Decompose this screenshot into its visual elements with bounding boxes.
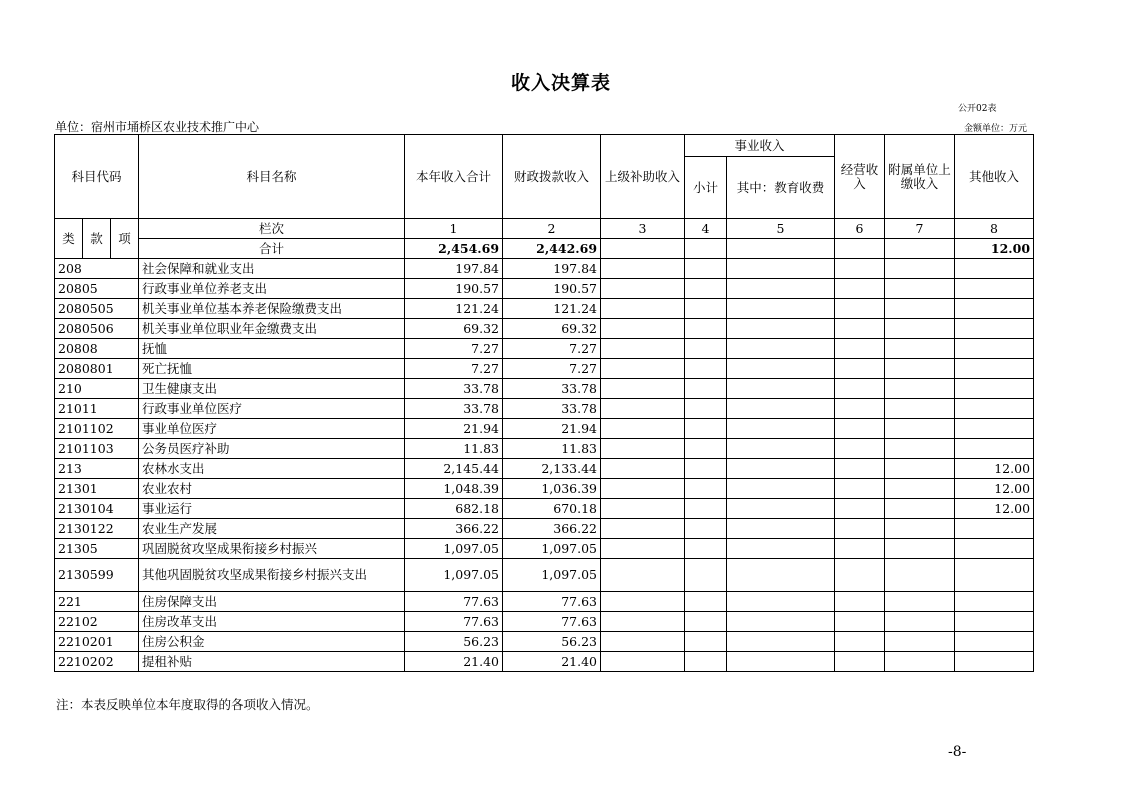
row-other	[955, 339, 1034, 359]
row-fiscal: 121.24	[503, 299, 601, 319]
row-affiliated	[885, 359, 955, 379]
row-name: 社会保障和就业支出	[139, 259, 405, 279]
row-subtotal	[685, 539, 727, 559]
row-code: 2080506	[55, 319, 139, 339]
total-subtotal	[685, 239, 727, 259]
row-edu	[727, 632, 835, 652]
header-kuan: 款	[83, 219, 111, 259]
row-subtotal	[685, 499, 727, 519]
row-operating	[835, 499, 885, 519]
row-name: 死亡抚恤	[139, 359, 405, 379]
row-subtotal	[685, 459, 727, 479]
row-subtotal	[685, 519, 727, 539]
row-subtotal	[685, 279, 727, 299]
row-subtotal	[685, 559, 727, 592]
row-operating	[835, 359, 885, 379]
row-name: 住房公积金	[139, 632, 405, 652]
row-operating	[835, 459, 885, 479]
row-other	[955, 519, 1034, 539]
row-affiliated	[885, 539, 955, 559]
row-name: 事业单位医疗	[139, 419, 405, 439]
total-edu	[727, 239, 835, 259]
total-income: 2,454.69	[405, 239, 503, 259]
row-edu	[727, 592, 835, 612]
row-affiliated	[885, 319, 955, 339]
col-num-6: 6	[835, 219, 885, 239]
row-code: 2210201	[55, 632, 139, 652]
table-row	[55, 592, 1034, 612]
row-fiscal: 7.27	[503, 339, 601, 359]
header-edu: 其中：教育收费	[727, 157, 835, 219]
row-name: 公务员医疗补助	[139, 439, 405, 459]
row-name: 其他巩固脱贫攻坚成果衔接乡村振兴支出	[139, 559, 405, 592]
row-operating	[835, 339, 885, 359]
row-subtotal	[685, 632, 727, 652]
row-upper	[601, 419, 685, 439]
header-code: 科目代码	[55, 135, 139, 219]
row-upper	[601, 319, 685, 339]
page-number: -8-	[948, 744, 967, 760]
row-name: 农林水支出	[139, 459, 405, 479]
row-other: 12.00	[955, 459, 1034, 479]
row-name: 巩固脱贫攻坚成果衔接乡村振兴	[139, 539, 405, 559]
row-total: 682.18	[405, 499, 503, 519]
income-table	[54, 134, 1034, 672]
row-operating	[835, 652, 885, 672]
row-upper	[601, 279, 685, 299]
row-subtotal	[685, 652, 727, 672]
table-row	[55, 499, 1034, 519]
row-subtotal	[685, 399, 727, 419]
row-code: 21301	[55, 479, 139, 499]
row-edu	[727, 479, 835, 499]
row-other	[955, 612, 1034, 632]
col-num-2: 2	[503, 219, 601, 239]
row-edu	[727, 439, 835, 459]
row-code: 21305	[55, 539, 139, 559]
row-affiliated	[885, 592, 955, 612]
row-upper	[601, 539, 685, 559]
row-fiscal: 670.18	[503, 499, 601, 519]
row-total: 2,145.44	[405, 459, 503, 479]
table-row	[55, 539, 1034, 559]
row-edu	[727, 359, 835, 379]
row-edu	[727, 559, 835, 592]
row-edu	[727, 612, 835, 632]
table-row	[55, 439, 1034, 459]
row-subtotal	[685, 299, 727, 319]
row-code: 2101103	[55, 439, 139, 459]
row-total: 197.84	[405, 259, 503, 279]
row-name: 住房保障支出	[139, 592, 405, 612]
row-other	[955, 632, 1034, 652]
row-total: 21.40	[405, 652, 503, 672]
row-subtotal	[685, 612, 727, 632]
row-total: 33.78	[405, 399, 503, 419]
row-upper	[601, 632, 685, 652]
row-code: 22102	[55, 612, 139, 632]
row-upper	[601, 459, 685, 479]
header-total: 本年收入合计	[405, 135, 503, 219]
row-affiliated	[885, 559, 955, 592]
row-code: 21011	[55, 399, 139, 419]
row-operating	[835, 559, 885, 592]
row-edu	[727, 339, 835, 359]
row-fiscal: 77.63	[503, 612, 601, 632]
row-edu	[727, 539, 835, 559]
row-affiliated	[885, 479, 955, 499]
row-name: 行政事业单位医疗	[139, 399, 405, 419]
table-row	[55, 652, 1034, 672]
row-subtotal	[685, 359, 727, 379]
row-subtotal	[685, 592, 727, 612]
page-title: 收入决算表	[510, 72, 611, 94]
col-num-1: 1	[405, 219, 503, 239]
col-num-3: 3	[601, 219, 685, 239]
row-operating	[835, 319, 885, 339]
row-name: 抚恤	[139, 339, 405, 359]
row-other	[955, 379, 1034, 399]
header-operating: 经营收入	[835, 135, 885, 219]
row-operating	[835, 439, 885, 459]
row-other	[955, 359, 1034, 379]
row-total: 190.57	[405, 279, 503, 299]
row-total: 7.27	[405, 339, 503, 359]
row-affiliated	[885, 499, 955, 519]
row-operating	[835, 419, 885, 439]
row-name: 卫生健康支出	[139, 379, 405, 399]
row-edu	[727, 319, 835, 339]
row-name: 事业运行	[139, 499, 405, 519]
header-affiliated: 附属单位上缴收入	[885, 135, 955, 219]
row-total: 1,097.05	[405, 559, 503, 592]
row-code: 221	[55, 592, 139, 612]
row-fiscal: 56.23	[503, 632, 601, 652]
row-subtotal	[685, 379, 727, 399]
row-other	[955, 279, 1034, 299]
row-other	[955, 319, 1034, 339]
row-total: 1,097.05	[405, 539, 503, 559]
row-other	[955, 592, 1034, 612]
row-code: 20808	[55, 339, 139, 359]
header-subtotal: 小计	[685, 157, 727, 219]
table-row	[55, 479, 1034, 499]
row-upper	[601, 399, 685, 419]
row-affiliated	[885, 299, 955, 319]
row-name: 提租补贴	[139, 652, 405, 672]
row-edu	[727, 459, 835, 479]
row-edu	[727, 279, 835, 299]
header-fiscal: 财政拨款收入	[503, 135, 601, 219]
row-total: 121.24	[405, 299, 503, 319]
row-code: 2130122	[55, 519, 139, 539]
row-upper	[601, 519, 685, 539]
row-upper	[601, 379, 685, 399]
row-edu	[727, 259, 835, 279]
table-row	[55, 519, 1034, 539]
row-operating	[835, 632, 885, 652]
row-affiliated	[885, 612, 955, 632]
table-row	[55, 612, 1034, 632]
form-number: 公开02表	[958, 104, 997, 114]
row-code: 213	[55, 459, 139, 479]
col-num-7: 7	[885, 219, 955, 239]
row-edu	[727, 419, 835, 439]
row-operating	[835, 259, 885, 279]
row-operating	[835, 399, 885, 419]
row-subtotal	[685, 479, 727, 499]
row-total: 56.23	[405, 632, 503, 652]
row-upper	[601, 612, 685, 632]
total-label: 合计	[139, 239, 405, 259]
header-other: 其他收入	[955, 135, 1034, 219]
row-other	[955, 539, 1034, 559]
table-row	[55, 559, 1034, 592]
total-operating	[835, 239, 885, 259]
header-lanci: 栏次	[139, 219, 405, 239]
row-fiscal: 77.63	[503, 592, 601, 612]
row-name: 住房改革支出	[139, 612, 405, 632]
row-affiliated	[885, 459, 955, 479]
row-subtotal	[685, 339, 727, 359]
reporting-unit: 单位：宿州市埇桥区农业技术推广中心	[55, 120, 260, 134]
row-subtotal	[685, 439, 727, 459]
row-total: 77.63	[405, 612, 503, 632]
row-affiliated	[885, 399, 955, 419]
row-code: 2080801	[55, 359, 139, 379]
header-lei: 类	[55, 219, 83, 259]
row-fiscal: 11.83	[503, 439, 601, 459]
col-num-8: 8	[955, 219, 1034, 239]
table-row	[55, 319, 1034, 339]
row-edu	[727, 499, 835, 519]
row-other	[955, 652, 1034, 672]
total-row	[55, 239, 1034, 259]
row-operating	[835, 379, 885, 399]
row-operating	[835, 479, 885, 499]
row-affiliated	[885, 652, 955, 672]
header-business: 事业收入	[685, 135, 835, 157]
row-subtotal	[685, 319, 727, 339]
row-upper	[601, 652, 685, 672]
row-name: 行政事业单位养老支出	[139, 279, 405, 299]
row-affiliated	[885, 519, 955, 539]
row-edu	[727, 519, 835, 539]
row-upper	[601, 339, 685, 359]
row-fiscal: 33.78	[503, 379, 601, 399]
row-affiliated	[885, 419, 955, 439]
row-total: 366.22	[405, 519, 503, 539]
row-edu	[727, 379, 835, 399]
row-other	[955, 439, 1034, 459]
table-row	[55, 279, 1034, 299]
row-total: 33.78	[405, 379, 503, 399]
row-fiscal: 1,036.39	[503, 479, 601, 499]
row-upper	[601, 439, 685, 459]
row-affiliated	[885, 379, 955, 399]
unit-row	[55, 118, 1035, 132]
row-affiliated	[885, 279, 955, 299]
row-edu	[727, 652, 835, 672]
row-fiscal: 21.94	[503, 419, 601, 439]
row-other	[955, 559, 1034, 592]
row-operating	[835, 279, 885, 299]
row-affiliated	[885, 259, 955, 279]
row-fiscal: 2,133.44	[503, 459, 601, 479]
row-upper	[601, 259, 685, 279]
row-fiscal: 1,097.05	[503, 539, 601, 559]
row-total: 7.27	[405, 359, 503, 379]
row-fiscal: 7.27	[503, 359, 601, 379]
table-row	[55, 299, 1034, 319]
row-total: 69.32	[405, 319, 503, 339]
row-name: 机关事业单位基本养老保险缴费支出	[139, 299, 405, 319]
row-code: 2080505	[55, 299, 139, 319]
row-upper	[601, 299, 685, 319]
row-operating	[835, 592, 885, 612]
table-row	[55, 419, 1034, 439]
row-code: 210	[55, 379, 139, 399]
row-affiliated	[885, 439, 955, 459]
row-fiscal: 21.40	[503, 652, 601, 672]
total-upper	[601, 239, 685, 259]
row-operating	[835, 519, 885, 539]
row-fiscal: 69.32	[503, 319, 601, 339]
table-row	[55, 459, 1034, 479]
row-total: 77.63	[405, 592, 503, 612]
total-affiliated	[885, 239, 955, 259]
table-row	[55, 632, 1034, 652]
row-other: 12.00	[955, 479, 1034, 499]
row-name: 机关事业单位职业年金缴费支出	[139, 319, 405, 339]
row-subtotal	[685, 259, 727, 279]
row-fiscal: 190.57	[503, 279, 601, 299]
row-code: 208	[55, 259, 139, 279]
table-row	[55, 339, 1034, 359]
row-fiscal: 1,097.05	[503, 559, 601, 592]
row-other: 12.00	[955, 499, 1034, 519]
row-other	[955, 399, 1034, 419]
amount-unit: 金额单位：万元	[963, 124, 1027, 134]
row-upper	[601, 359, 685, 379]
total-other: 12.00	[955, 239, 1034, 259]
row-upper	[601, 479, 685, 499]
row-operating	[835, 612, 885, 632]
row-edu	[727, 299, 835, 319]
row-code: 20805	[55, 279, 139, 299]
row-other	[955, 259, 1034, 279]
row-other	[955, 299, 1034, 319]
row-code: 2130599	[55, 559, 139, 592]
header-xiang: 项	[111, 219, 139, 259]
row-code: 2210202	[55, 652, 139, 672]
row-operating	[835, 539, 885, 559]
row-affiliated	[885, 339, 955, 359]
row-total: 21.94	[405, 419, 503, 439]
table-row	[55, 259, 1034, 279]
total-fiscal: 2,442.69	[503, 239, 601, 259]
row-code: 2130104	[55, 499, 139, 519]
row-code: 2101102	[55, 419, 139, 439]
row-total: 11.83	[405, 439, 503, 459]
row-edu	[727, 399, 835, 419]
row-total: 1,048.39	[405, 479, 503, 499]
row-other	[955, 419, 1034, 439]
row-upper	[601, 559, 685, 592]
row-name: 农业生产发展	[139, 519, 405, 539]
row-name: 农业农村	[139, 479, 405, 499]
row-fiscal: 197.84	[503, 259, 601, 279]
table-row	[55, 359, 1034, 379]
table-row	[55, 399, 1034, 419]
row-operating	[835, 299, 885, 319]
table-row	[55, 379, 1034, 399]
col-num-5: 5	[727, 219, 835, 239]
row-fiscal: 33.78	[503, 399, 601, 419]
row-affiliated	[885, 632, 955, 652]
row-upper	[601, 499, 685, 519]
row-fiscal: 366.22	[503, 519, 601, 539]
header-upper: 上级补助收入	[601, 135, 685, 219]
row-subtotal	[685, 419, 727, 439]
table-note: 注：本表反映单位本年度取得的各项收入情况。	[56, 697, 319, 712]
col-num-4: 4	[685, 219, 727, 239]
row-upper	[601, 592, 685, 612]
header-name: 科目名称	[139, 135, 405, 219]
